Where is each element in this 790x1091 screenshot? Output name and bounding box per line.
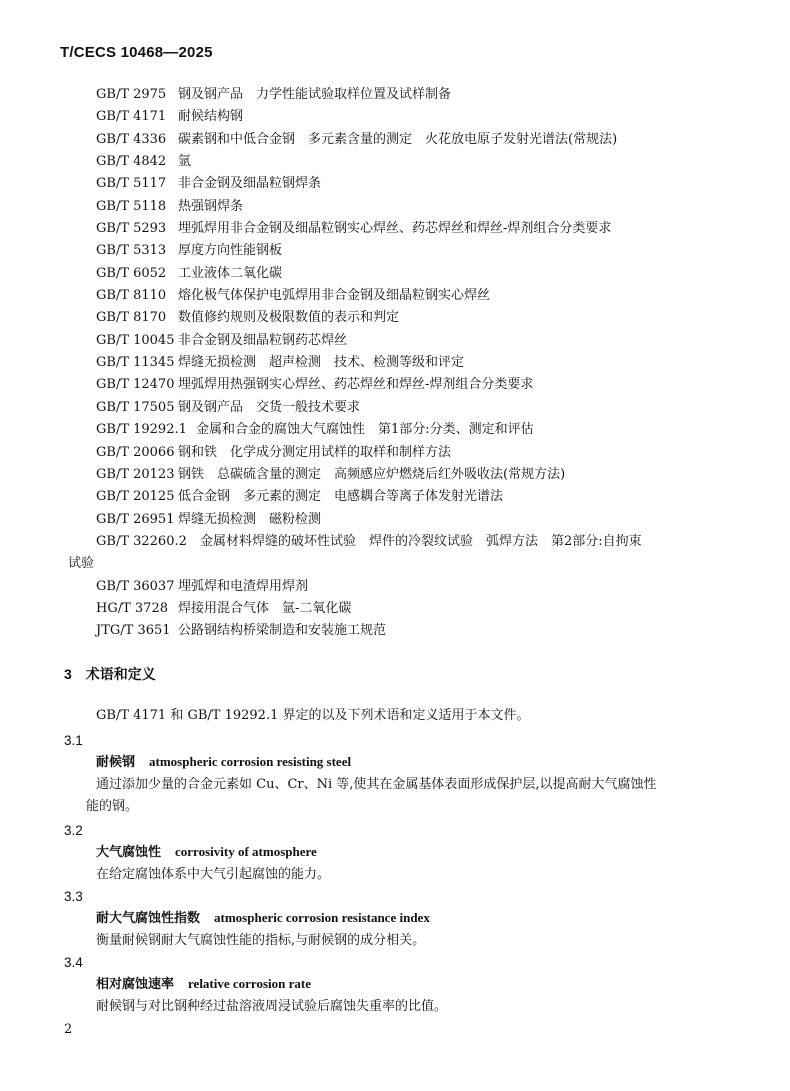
reference-item <box>96 285 736 307</box>
reference-code: GB/T 2975 <box>96 87 167 102</box>
reference-title: 非合金钢及细晶粒钢药芯焊丝 <box>178 332 348 348</box>
reference-code: GB/T 19292.1 <box>96 422 187 438</box>
reference-item <box>96 151 736 173</box>
reference-item <box>96 464 736 486</box>
reference-code: GB/T 12470 <box>96 377 175 393</box>
reference-code: GB/T 32260.2 <box>96 533 187 549</box>
term-entry <box>64 821 734 886</box>
reference-title: 氩 <box>178 154 192 170</box>
reference-title: 埋弧焊用热强钢实心焊丝、药芯焊丝和焊丝-焊剂组合分类要求 <box>178 377 534 393</box>
reference-code: GB/T 6052 <box>96 265 167 281</box>
reference-title: 埋弧焊和电渣焊用焊剂 <box>178 578 309 594</box>
reference-code: GB/T 8110 <box>96 288 167 304</box>
term-number: 3.4 <box>64 955 83 970</box>
term-en: atmospheric corrosion resistance index <box>214 910 430 925</box>
reference-code: GB/T 17505 <box>96 399 175 415</box>
term-zh: 耐大气腐蚀性指数 <box>96 911 201 926</box>
reference-code: GB/T 10045 <box>96 332 175 348</box>
reference-item <box>96 307 736 329</box>
reference-item <box>96 196 736 218</box>
reference-title: 钢及钢产品 交货一般技术要求 <box>178 399 361 415</box>
section-title: 术语和定义 <box>85 666 156 682</box>
term-entry <box>64 953 734 1018</box>
reference-title: 焊接用混合气体 氩-二氧化碳 <box>178 600 352 616</box>
reference-title: 厚度方向性能钢板 <box>178 243 283 259</box>
reference-code: GB/T 5118 <box>96 198 167 214</box>
standard-code: T/CECS 10468—2025 <box>60 44 213 61</box>
reference-item <box>96 419 736 441</box>
term-heading <box>96 973 734 996</box>
reference-item <box>96 576 736 598</box>
reference-title: 工业液体二氧化碳 <box>178 265 283 281</box>
term-number: 3.3 <box>64 889 83 904</box>
reference-item <box>96 598 736 620</box>
term-entry <box>64 731 734 818</box>
term-zh: 耐候钢 <box>96 755 136 770</box>
reference-title: 焊缝无损检测 超声检测 技术、检测等级和评定 <box>178 355 465 371</box>
reference-item <box>96 84 736 106</box>
term-heading <box>96 751 734 774</box>
reference-item <box>96 173 736 195</box>
normative-references-list <box>68 84 736 643</box>
reference-code: GB/T 11345 <box>96 355 175 371</box>
reference-title: 熔化极气体保护电弧焊用非合金钢及细晶粒钢实心焊丝 <box>178 288 491 304</box>
term-number: 3.1 <box>64 733 83 748</box>
term-zh: 相对腐蚀速率 <box>96 977 175 992</box>
reference-code: GB/T 5117 <box>96 176 167 192</box>
term-entry <box>64 887 734 952</box>
reference-item <box>96 352 736 374</box>
reference-code: GB/T 5293 <box>96 221 167 237</box>
reference-title: 数值修约规则及极限数值的表示和判定 <box>178 310 400 326</box>
reference-item <box>96 129 736 151</box>
reference-title: 金属和合金的腐蚀大气腐蚀性 第1部分:分类、测定和评估 <box>196 422 534 438</box>
reference-code: GB/T 4171 <box>96 109 167 125</box>
reference-title: 钢和铁 化学成分测定用试样的取样和制样方法 <box>178 444 452 460</box>
reference-title: 低合金钢 多元素的测定 电感耦合等离子体发射光谱法 <box>178 489 504 505</box>
term-en: corrosivity of atmosphere <box>175 844 317 859</box>
term-heading <box>96 841 734 864</box>
reference-title: 钢及钢产品 力学性能试验取样位置及试样制备 <box>178 87 452 102</box>
term-number: 3.2 <box>64 823 83 838</box>
reference-code: GB/T 36037 <box>96 578 175 594</box>
section-heading <box>64 664 156 684</box>
reference-item <box>96 218 736 240</box>
reference-title: 非合金钢及细晶粒钢焊条 <box>178 176 322 192</box>
term-definition: 通过添加少量的合金元素如 Cu、Cr、Ni 等,使其在金属基体表面形成保护层,以提高耐大气腐蚀性 <box>96 777 657 792</box>
reference-item <box>96 330 736 352</box>
section-number: 3 <box>64 666 72 682</box>
reference-code: GB/T 4842 <box>96 154 167 170</box>
reference-code: GB/T 20123 <box>96 466 175 482</box>
reference-title: 焊缝无损检测 磁粉检测 <box>178 511 322 527</box>
reference-title: 金属材料焊缝的破坏性试验 焊件的冷裂纹试验 弧焊方法 第2部分:自拘束 <box>200 533 642 549</box>
reference-item <box>96 486 736 508</box>
reference-item <box>96 620 736 642</box>
reference-code: GB/T 20066 <box>96 444 175 460</box>
reference-title: 钢铁 总碳硫含量的测定 高频感应炉燃烧后红外吸收法(常规方法) <box>178 466 566 482</box>
reference-title: 埋弧焊用非合金钢及细晶粒钢实心焊丝、药芯焊丝和焊丝-焊剂组合分类要求 <box>178 221 612 237</box>
term-zh: 大气腐蚀性 <box>96 845 162 860</box>
term-definition: 耐候钢与对比钢种经过盐溶液周浸试验后腐蚀失重率的比值。 <box>96 999 448 1014</box>
reference-title: 公路钢结构桥梁制造和安装施工规范 <box>178 623 387 639</box>
term-en: atmospheric corrosion resisting steel <box>149 754 352 769</box>
section-intro: GB/T 4171 和 GB/T 19292.1 界定的以及下列术语和定义适用于本文件。 <box>96 708 530 723</box>
reference-code: GB/T 26951 <box>96 511 175 527</box>
reference-title: 碳素钢和中低合金钢 多元素含量的测定 火花放电原子发射光谱法(常规法) <box>178 131 618 147</box>
reference-item <box>96 240 736 262</box>
page-number: 2 <box>64 1022 73 1037</box>
reference-code: JTG/T 3651 <box>96 623 171 639</box>
reference-item <box>96 374 736 396</box>
reference-item <box>96 397 736 419</box>
term-definition: 衡量耐候钢耐大气腐蚀性能的指标,与耐候钢的成分相关。 <box>96 933 426 948</box>
reference-title: 耐候结构钢 <box>178 109 244 125</box>
reference-item <box>96 442 736 464</box>
reference-code: HG/T 3728 <box>96 600 168 616</box>
term-definition-continuation: 能的钢。 <box>86 799 139 814</box>
reference-title: 热强钢焊条 <box>178 198 244 214</box>
reference-item <box>96 263 736 285</box>
reference-code: GB/T 4336 <box>96 131 167 147</box>
reference-code: GB/T 5313 <box>96 243 167 259</box>
reference-item <box>96 106 736 128</box>
reference-item-wrapped <box>96 531 736 553</box>
reference-title-continuation: 试验 <box>68 556 95 572</box>
reference-code: GB/T 8170 <box>96 310 167 326</box>
term-en: relative corrosion rate <box>188 976 311 991</box>
reference-item <box>96 509 736 531</box>
term-heading <box>96 907 734 930</box>
term-definition: 在给定腐蚀体系中大气引起腐蚀的能力。 <box>96 867 331 882</box>
reference-code: GB/T 20125 <box>96 489 175 505</box>
